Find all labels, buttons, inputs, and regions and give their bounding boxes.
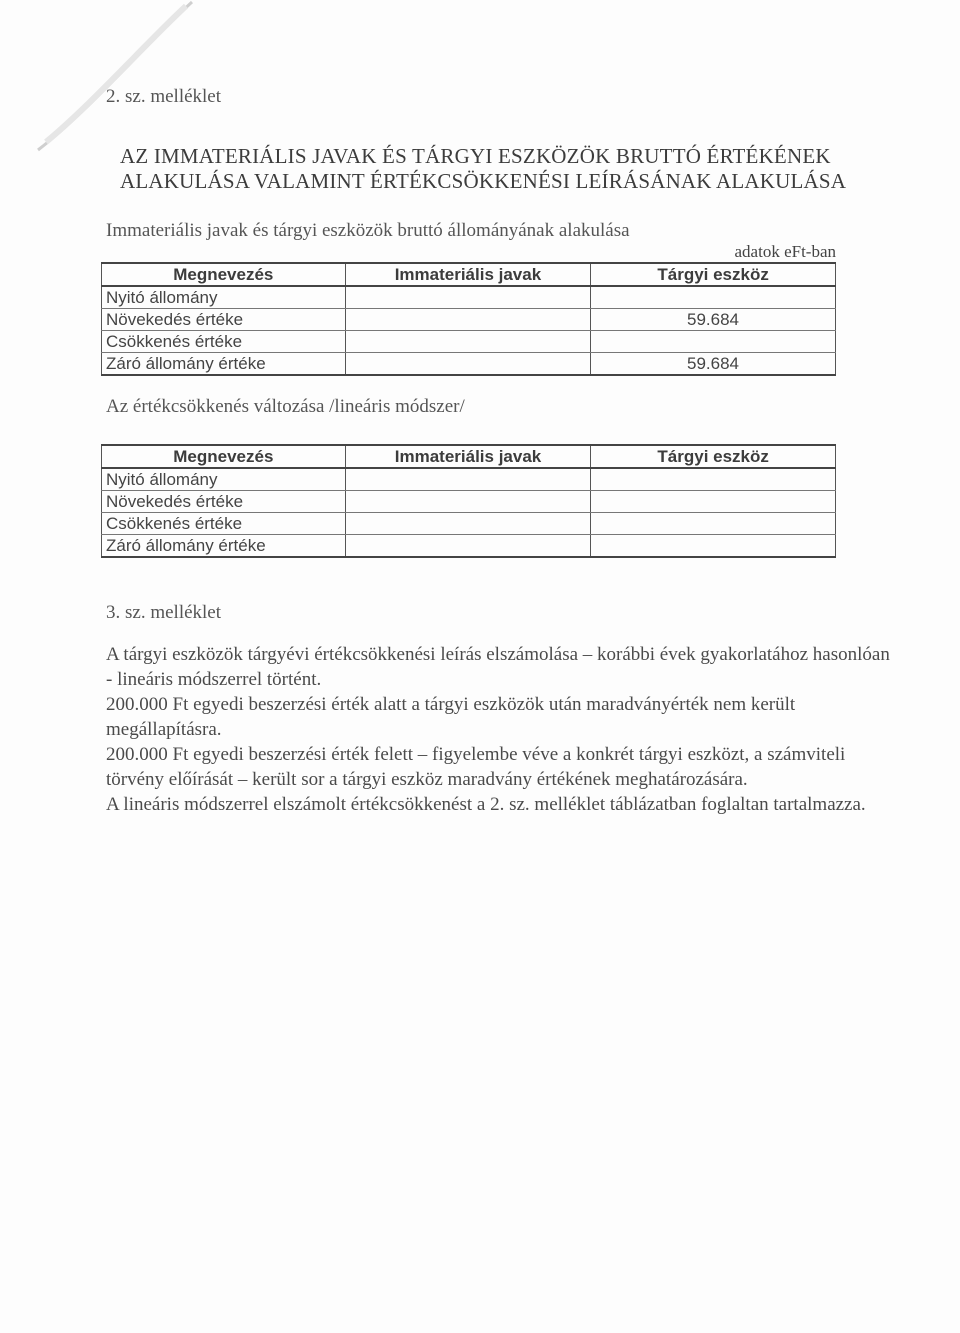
page-title [120,144,900,194]
table-row [102,468,836,491]
cell-immaterial [345,468,591,491]
table-row [102,309,836,331]
table-row [102,353,836,376]
row-label: Csökkenés értéke [102,331,346,353]
row-label: Növekedés értéke [102,491,346,513]
cell-tangible: 59.684 [591,353,836,376]
paragraph: 200.000 Ft egyedi beszerzési érték alatt a tárgyi eszközök után maradványérték nem került megállapításra. [106,694,796,740]
column-header-immaterial: Immateriális javak [345,263,591,286]
cell-immaterial [345,491,591,513]
depreciation-table [101,444,836,558]
cell-immaterial [345,331,591,353]
cell-tangible [591,535,836,558]
column-header-name: Megnevezés [102,263,346,286]
column-header-tangible: Tárgyi eszköz [591,445,836,468]
cell-tangible: 59.684 [591,309,836,331]
cell-tangible [591,286,836,309]
section-1-title: Immateriális javak és tárgyi eszközök bruttó állományának alakulása [106,220,630,241]
cell-immaterial [345,286,591,309]
cell-immaterial [345,535,591,558]
unit-note: adatok eFt-ban [734,242,836,261]
cell-immaterial [345,513,591,535]
paragraph: A tárgyi eszközök tárgyévi értékcsökkenési leírás elszámolása – korábbi évek gyakorlatához hasonlóan - lineáris módszerrel történt. [106,644,890,690]
table-row [102,286,836,309]
row-label: Záró állomány értéke [102,353,346,376]
gross-value-table [101,262,836,376]
paragraph: 200.000 Ft egyedi beszerzési érték felett – figyelembe véve a konkrét tárgyi eszközt, a számviteli törvény előírását – került sor a tárgyi eszköz maradvány értékének meghatározására. [106,744,846,790]
table-header-row [102,263,836,286]
annex-3-label: 3. sz. melléklet [106,602,222,623]
column-header-name: Megnevezés [102,445,346,468]
table-header-row [102,445,836,468]
paragraph: A lineáris módszerrel elszámolt értékcsökkenést a 2. sz. melléklet táblázatban foglaltan tartalmazza. [106,794,866,815]
column-header-tangible: Tárgyi eszköz [591,263,836,286]
cell-immaterial [345,309,591,331]
annex-2-label: 2. sz. melléklet [106,86,222,107]
table-row [102,535,836,558]
row-label: Csökkenés értéke [102,513,346,535]
cell-tangible [591,331,836,353]
page-title-line-2: ALAKULÁSA VALAMINT ÉRTÉKCSÖKKENÉSI LEÍRÁSÁNAK ALAKULÁSA [120,169,847,193]
page-title-line-1: AZ IMMATERIÁLIS JAVAK ÉS TÁRGYI ESZKÖZÖK BRUTTÓ ÉRTÉKÉNEK [120,144,831,168]
column-header-immaterial: Immateriális javak [345,445,591,468]
annex-3-body [106,642,896,817]
table-row [102,513,836,535]
cell-tangible [591,468,836,491]
cell-immaterial [345,353,591,376]
table-row [102,491,836,513]
table-row [102,331,836,353]
row-label: Nyitó állomány [102,468,346,491]
cell-tangible [591,491,836,513]
cell-tangible [591,513,836,535]
section-2-title: Az értékcsökkenés változása /lineáris módszer/ [106,396,465,417]
row-label: Nyitó állomány [102,286,346,309]
row-label: Záró állomány értéke [102,535,346,558]
row-label: Növekedés értéke [102,309,346,331]
